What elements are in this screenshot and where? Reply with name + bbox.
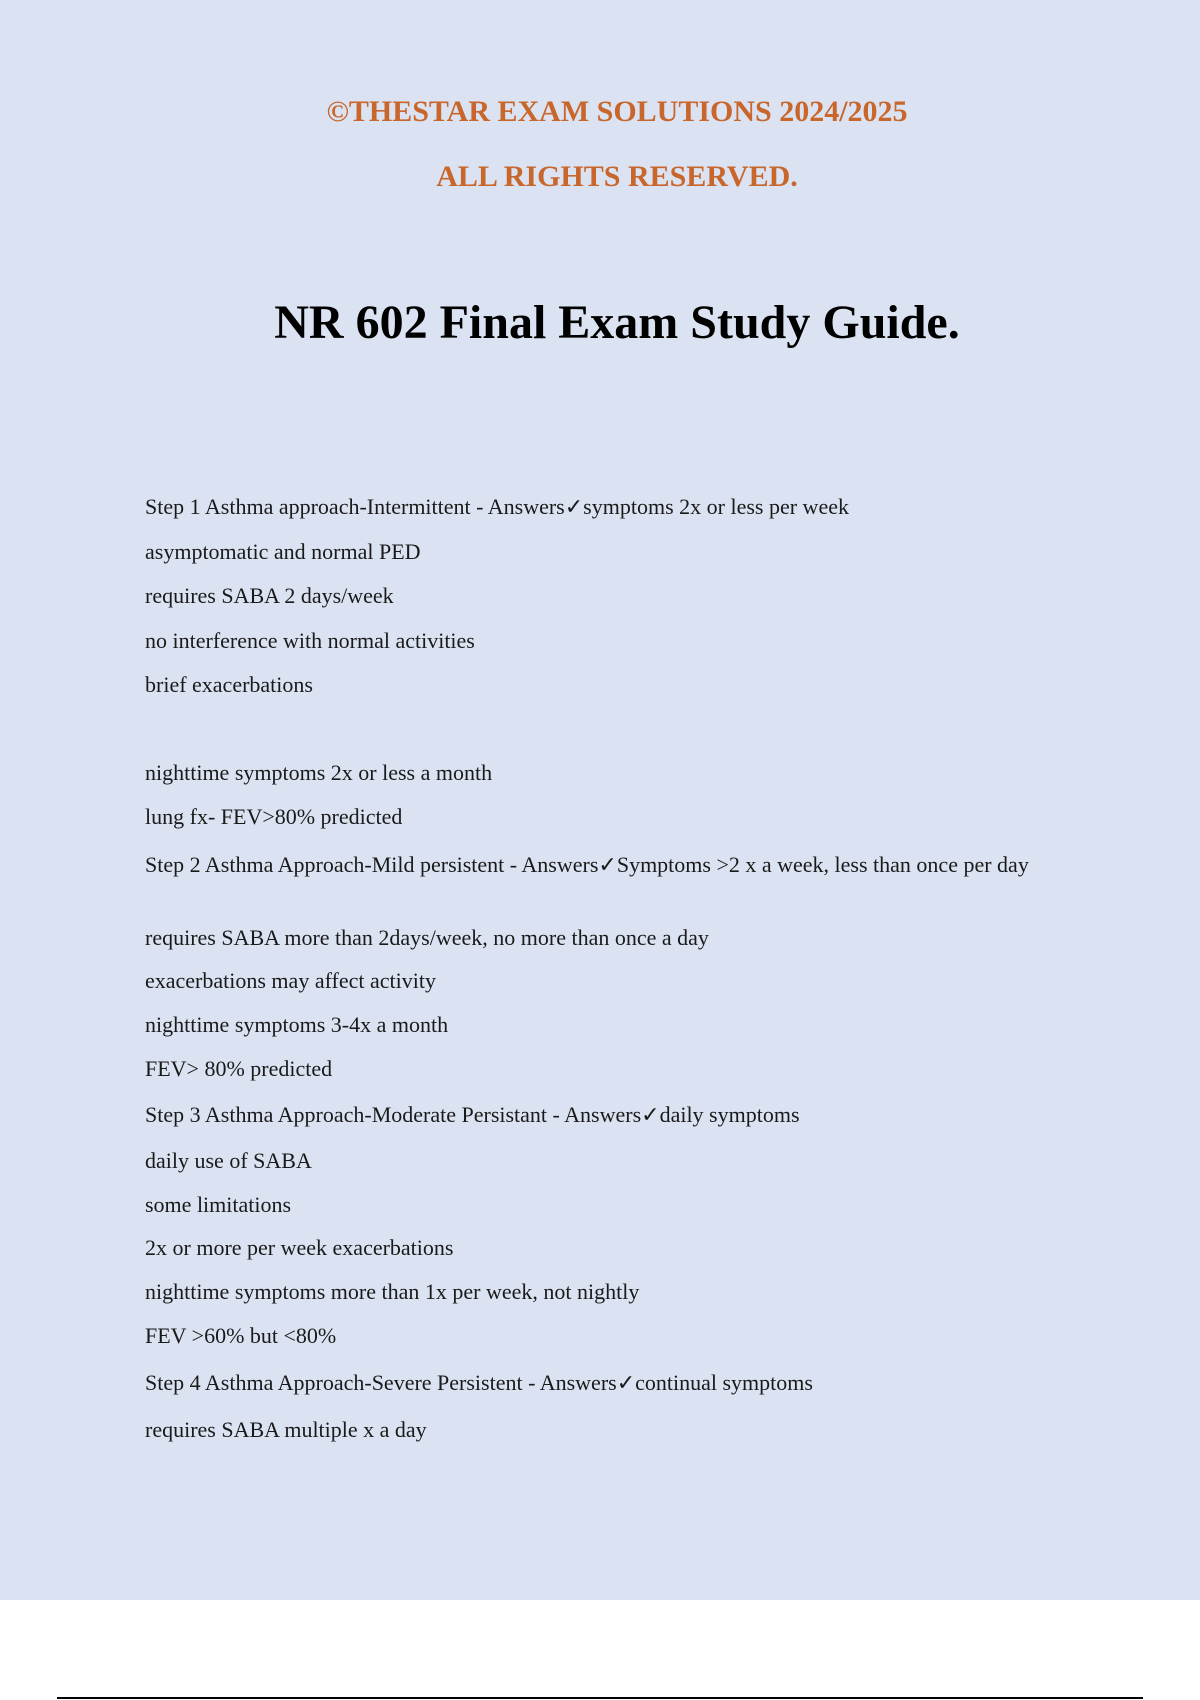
text-line: asymptomatic and normal PED [145,539,421,564]
text-line: brief exacerbations [145,672,313,697]
text-line: nighttime symptoms 2x or less a month [145,760,493,785]
text-line: Step 4 Asthma Approach-Severe Persistent - Answers✓continual symptoms [145,1370,813,1395]
text-line: daily use of SABA [145,1148,312,1173]
rights-reserved-notice: ALL RIGHTS RESERVED. [436,160,798,193]
text-line: FEV> 80% predicted [145,1056,333,1081]
text-line: requires SABA more than 2days/week, no more than once a day [145,925,709,950]
text-line: nighttime symptoms more than 1x per week, not nightly [145,1279,640,1304]
text-line: some limitations [145,1192,292,1217]
text-line: Step 2 Asthma Approach-Mild persistent - Answers✓Symptoms >2 x a week, less than once per day [145,852,1029,877]
footer-divider [57,1697,1143,1699]
text-line: requires SABA multiple x a day [145,1417,427,1442]
document-title: NR 602 Final Exam Study Guide. [274,296,960,349]
text-line: requires SABA 2 days/week [145,583,394,608]
copyright-notice: ©THESTAR EXAM SOLUTIONS 2024/2025 [326,95,908,128]
text-line: lung fx- FEV>80% predicted [145,804,403,829]
text-line: exacerbations may affect activity [145,968,436,993]
text-line: Step 3 Asthma Approach-Moderate Persistant - Answers✓daily symptoms [145,1102,800,1127]
text-line: FEV >60% but <80% [145,1323,337,1348]
text-line: nighttime symptoms 3-4x a month [145,1012,449,1037]
text-line: Step 1 Asthma approach-Intermittent - Answers✓symptoms 2x or less per week [145,494,849,519]
text-line: no interference with normal activities [145,628,475,653]
text-line: 2x or more per week exacerbations [145,1235,454,1260]
